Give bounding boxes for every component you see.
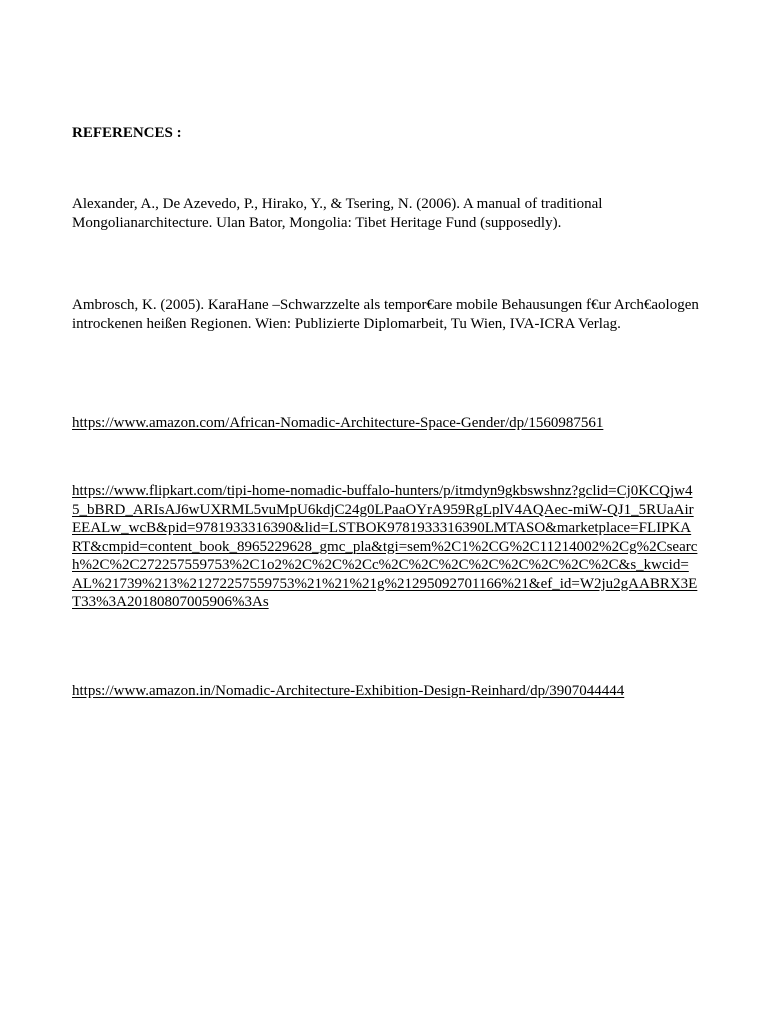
reference-alexander: Alexander, A., De Azevedo, P., Hirako, Y., & Tsering, N. (2006). A manual of traditional Mongolianarchitecture. Ulan Bator, Mongolia: Tibet Heritage Fund (supposedly). [72, 196, 603, 231]
amazon-in-link[interactable]: https://www.amazon.in/Nomadic-Architecture-Exhibition-Design-Reinhard/dp/3907044444 [72, 683, 625, 699]
flipkart-link[interactable]: https://www.flipkart.com/tipi-home-nomadic-buffalo-hunters/p/itmdyn9gkbswshnz?gclid=Cj0KCQjw45_bBRD_ARIsAJ6wUXRML5vuMpU6kdjC24g0LPaaOYrA959RgLplV4AQAec-miW-QJ1_5RUaAirEEALw_wcB&pid=9781933316390&lid=LSTBOK9781933316390LMTASO&marketplace=FLIPKART&cmpid=content_book_8965229628_gmc_pla&tgi=sem%2C1%2CG%2C11214002%2Cg%2Csearch%2C%2C272257559753%2C1o2%2C%2C%2Cc%2C%2C%2C%2C%2C%2C%2C%2C&s_kwcid=AL%21739%213%21272257559753%21%21%21g%21295092701166%21&ef_id=W2ju2gAABRX3ET33%3A20180807005906%3As [72, 483, 698, 610]
references-heading: REFERENCES : [72, 125, 182, 141]
reference-ambrosch: Ambrosch, K. (2005). KaraHane –Schwarzzelte als tempor€are mobile Behausungen f€ur Arch€aologen introckenen heißen Regionen. Wien: Publizierte Diplomarbeit, Tu Wien, IVA-ICRA Verlag. [72, 297, 699, 332]
amazon-com-link[interactable]: https://www.amazon.com/African-Nomadic-Architecture-Space-Gender/dp/1560987561 [72, 415, 604, 431]
